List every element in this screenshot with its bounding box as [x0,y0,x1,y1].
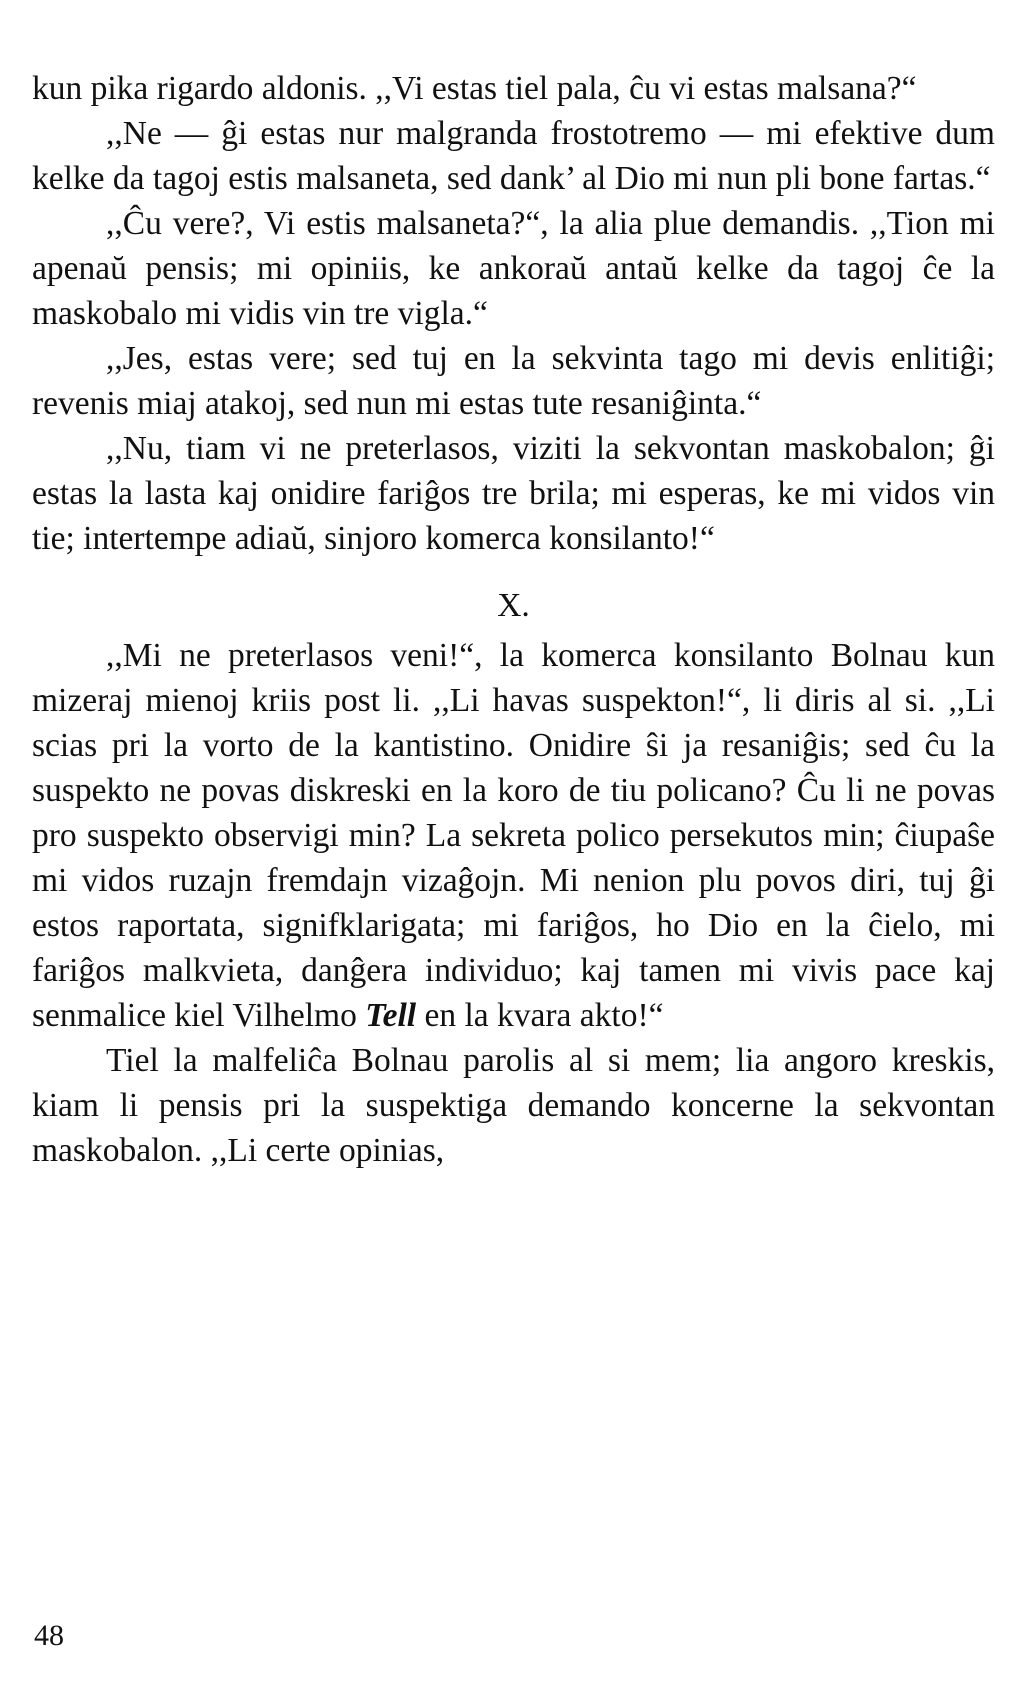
paragraph-6-ending: en la kvara akto!“ [416,997,664,1034]
paragraph-6 [32,633,995,1038]
paragraph-7-text: Tiel la malfeliĉa Bolnau parolis al si mem; lia angoro kreskis, kiam li pensis pri la suspektiga demando koncerne la sekvontan maskobalon. ,,Li certe opinias, [32,1042,995,1169]
paragraph-6-text: ,,Mi ne preterlasos veni!“, la komerca konsilanto Bolnau kun mizeraj mienoj kriis post li. ,,Li havas suspekton!“, li diris al si. ,,Li scias pri la vorto de la kantistino. Onidire ŝi ja resaniĝis; sed ĉu la suspekto ne povas diskreski en la koro de tiu policano? Ĉu li ne povas pro suspekto observigi min? La sekreta polico persekutos min; ĉiupaŝe mi vidos ruzajn fremdajn vizaĝojn. Mi nenion plu povos diri, tuj ĝi estos raportata, signifklarigata; mi fariĝos, ho Dio en la ĉielo, mi fariĝos malkvieta, danĝera individuo; kaj tamen mi vivis pace kaj senmalice kiel Vilhelmo [32,637,995,1034]
emphasized-name: Tell [365,997,417,1034]
paragraph-7 [32,1038,995,1173]
paragraph-4: ,,Jes, estas vere; sed tuj en la sekvinta tago mi devis enlitiĝi; revenis miaj atakoj, sed nun mi estas tute resaniĝinta.“ [32,340,995,422]
chapter-heading: X. [497,587,530,624]
paragraph-5: ,,Nu, tiam vi ne preterlasos, viziti la sekvontan maskobalon; ĝi estas la lasta kaj onidire fariĝos tre brila; mi esperas, ke mi vidos vin tie; intertempe adiaŭ, sinjoro komerca konsilanto!“ [32,430,995,557]
book-page-text [32,66,995,1173]
paragraph-1: kun pika rigardo aldonis. ,,Vi estas tiel pala, ĉu vi estas malsana?“ [32,70,917,107]
page-number: 48 [34,1619,64,1652]
paragraph-2: ,,Ne — ĝi estas nur malgranda frostotremo — mi efektive dum kelke da tagoj estis malsaneta, sed dank’ al Dio mi nun pli bone fartas.“ [32,115,995,197]
paragraph-3: ,,Ĉu vere?, Vi estis malsaneta?“, la alia plue demandis. ,,Tion mi apenaŭ pensis; mi opiniis, ke ankoraŭ antaŭ kelke da tagoj ĉe la maskobalo mi vidis vin tre vigla.“ [32,205,995,332]
